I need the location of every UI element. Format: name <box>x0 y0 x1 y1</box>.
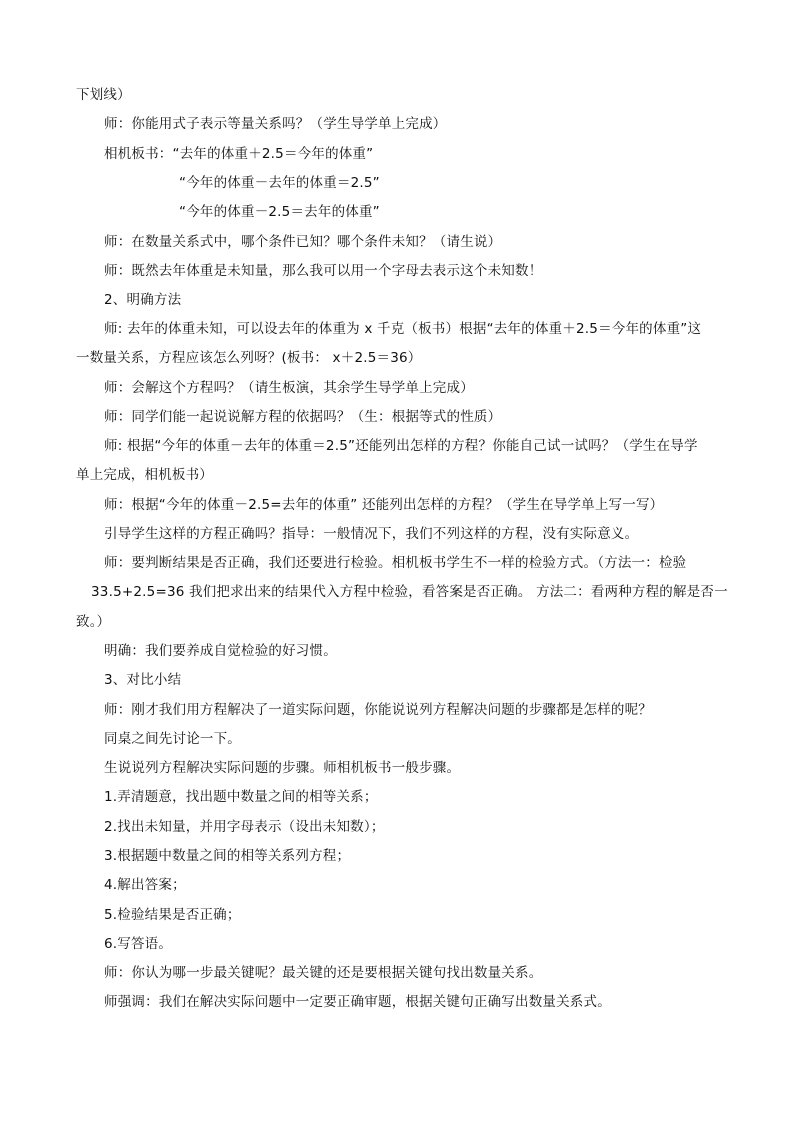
text-line: 下划线） <box>76 87 131 103</box>
list-item: 3.根据题中数量之间的相等关系列方程； <box>104 848 351 864</box>
text-line: 同桌之间先讨论一下。 <box>104 731 241 747</box>
text-line: 师：根据“今年的体重－2.5=去年的体重” 还能列出怎样的方程？（学生在导学单上写一写） <box>104 497 664 513</box>
list-item: 4.解出答案； <box>104 877 186 893</box>
text-line: “今年的体重－去年的体重＝2.5” <box>179 175 380 191</box>
text-line: 师：会解这个方程吗？（请生板演，其余学生导学单上完成） <box>104 380 474 396</box>
text-line: 师：要判断结果是否正确，我们还要进行检验。相机板书学生不一样的检验方式。（方法一：检验 <box>104 555 687 571</box>
section-heading: 3、对比小结 <box>104 672 182 688</box>
text-line: 致。） <box>76 614 111 630</box>
text-line: 一数量关系，方程应该怎么列呀？(板书： x＋2.5＝36） <box>76 350 422 366</box>
text-line: “今年的体重－2.5＝去年的体重” <box>179 204 380 220</box>
text-line: 引导学生这样的方程正确吗？指导：一般情况下，我们不列这样的方程，没有实际意义。 <box>104 526 639 542</box>
list-item: 6.写答语。 <box>104 936 173 952</box>
section-heading: 2、明确方法 <box>104 292 182 308</box>
text-line: 33.5+2.5=36 我们把求出来的结果代入方程中检验，看答案是否正确。 方法二：看两种方程的解是否一 <box>91 584 728 600</box>
text-line: 单上完成，相机板书） <box>76 467 213 483</box>
list-item: 1.弄清题意，找出题中数量之间的相等关系； <box>104 789 378 805</box>
text-line: 生说说列方程解决实际问题的步骤。师相机板书一般步骤。 <box>104 760 461 776</box>
text-line: 师：既然去年体重是未知量，那么我可以用一个字母去表示这个未知数！ <box>104 263 543 279</box>
text-line: 师强调：我们在解决实际问题中一定要正确审题，根据关键句正确写出数量关系式。 <box>104 994 611 1010</box>
text-line: 相机板书：“去年的体重＋2.5＝今年的体重” <box>104 146 374 162</box>
text-line: 师：刚才我们用方程解决了一道实际问题，你能说说列方程解决问题的步骤都是怎样的呢？ <box>104 702 652 718</box>
text-line: 明确：我们要养成自觉检验的好习惯。 <box>104 643 337 659</box>
text-line: 师: 去年的体重未知，可以设去年的体重为 x 千克（板书）根据“去年的体重＋2.5＝今年的体重”这 <box>104 321 702 337</box>
text-line: 师：你认为哪一步最关键呢？最关键的还是要根据关键句找出数量关系。 <box>104 965 543 981</box>
text-line: 师：你能用式子表示等量关系吗？（学生导学单上完成） <box>104 116 447 132</box>
text-line: 师：同学们能一起说说解方程的依据吗？（生：根据等式的性质） <box>104 409 502 425</box>
text-line: 师: 根据“今年的体重－去年的体重＝2.5”还能列出怎样的方程？你能自己试一试吗？（学生在导学 <box>104 438 698 454</box>
list-item: 5.检验结果是否正确； <box>104 907 241 923</box>
text-line: 师：在数量关系式中，哪个条件已知？哪个条件未知？（请生说） <box>104 234 502 250</box>
list-item: 2.找出未知量，并用字母表示（设出未知数）； <box>104 819 385 835</box>
